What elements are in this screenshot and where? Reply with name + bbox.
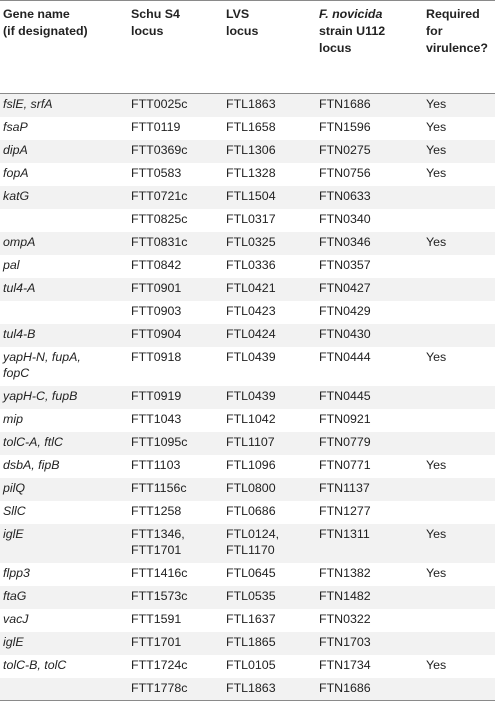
cell-novicida-locus bbox=[316, 432, 423, 455]
header-required-line1: Required bbox=[426, 7, 480, 21]
cell-schu-locus bbox=[128, 478, 223, 501]
cell-novicida-locus bbox=[316, 524, 423, 563]
cell-lvs-locus-text: FTL1306 bbox=[226, 142, 276, 157]
cell-lvs-locus-text: FTL0645 bbox=[226, 565, 276, 580]
cell-lvs-locus bbox=[223, 347, 316, 386]
cell-required-virulence-text: Yes bbox=[426, 234, 447, 249]
cell-gene-name-text: tolC-A, ftlC bbox=[3, 434, 63, 449]
table-row bbox=[0, 432, 495, 455]
cell-schu-locus bbox=[128, 609, 223, 632]
cell-lvs-locus bbox=[223, 586, 316, 609]
table-header bbox=[0, 1, 495, 94]
cell-lvs-locus bbox=[223, 278, 316, 301]
cell-gene-name-text: dipA bbox=[3, 142, 28, 157]
cell-schu-locus bbox=[128, 563, 223, 586]
cell-gene-name bbox=[0, 524, 128, 563]
cell-schu-locus-text: FTT1701 bbox=[131, 542, 182, 557]
table-row bbox=[0, 209, 495, 232]
cell-novicida-locus-text: FTN0921 bbox=[319, 411, 371, 426]
cell-gene-name-text: pilQ bbox=[3, 480, 26, 495]
cell-novicida-locus bbox=[316, 478, 423, 501]
table-row bbox=[0, 409, 495, 432]
header-schu-line2: locus bbox=[131, 24, 164, 38]
cell-novicida-locus bbox=[316, 324, 423, 347]
cell-schu-locus-text: FTT0918 bbox=[131, 349, 182, 364]
cell-gene-name bbox=[0, 255, 128, 278]
cell-lvs-locus bbox=[223, 409, 316, 432]
cell-lvs-locus bbox=[223, 324, 316, 347]
cell-novicida-locus-text: FTN0771 bbox=[319, 457, 371, 472]
cell-lvs-locus-text: FTL1863 bbox=[226, 680, 276, 695]
cell-novicida-locus bbox=[316, 501, 423, 524]
cell-lvs-locus bbox=[223, 232, 316, 255]
cell-schu-locus bbox=[128, 524, 223, 563]
cell-novicida-locus bbox=[316, 301, 423, 324]
cell-gene-name-text: iglE bbox=[3, 526, 24, 541]
cell-lvs-locus bbox=[223, 163, 316, 186]
cell-novicida-locus bbox=[316, 678, 423, 701]
table-row bbox=[0, 140, 495, 163]
cell-lvs-locus bbox=[223, 140, 316, 163]
cell-gene-name bbox=[0, 209, 128, 232]
header-novicida-line3: locus bbox=[319, 41, 352, 55]
table-row bbox=[0, 255, 495, 278]
cell-schu-locus-text: FTT0831c bbox=[131, 234, 188, 249]
cell-lvs-locus bbox=[223, 186, 316, 209]
cell-novicida-locus-text: FTN1137 bbox=[319, 480, 370, 495]
cell-gene-name-text: yapH-N, fupA, bbox=[3, 349, 81, 364]
cell-lvs-locus bbox=[223, 432, 316, 455]
cell-required-virulence bbox=[423, 524, 495, 563]
cell-required-virulence bbox=[423, 324, 495, 347]
table-row bbox=[0, 232, 495, 255]
cell-gene-name bbox=[0, 563, 128, 586]
cell-novicida-locus-text: FTN0430 bbox=[319, 326, 371, 341]
cell-required-virulence-text: Yes bbox=[426, 457, 447, 472]
cell-schu-locus-text: FTT0583 bbox=[131, 165, 182, 180]
table-body bbox=[0, 94, 495, 701]
cell-lvs-locus bbox=[223, 94, 316, 117]
cell-lvs-locus-text: FTL0317 bbox=[226, 211, 276, 226]
cell-schu-locus-text: FTT0825c bbox=[131, 211, 188, 226]
cell-gene-name bbox=[0, 386, 128, 409]
cell-gene-name-text: mip bbox=[3, 411, 23, 426]
cell-lvs-locus-text: FTL0800 bbox=[226, 480, 276, 495]
cell-gene-name-text: fsaP bbox=[3, 119, 28, 134]
table-row bbox=[0, 609, 495, 632]
cell-novicida-locus-text: FTN1703 bbox=[319, 634, 371, 649]
cell-schu-locus bbox=[128, 386, 223, 409]
cell-schu-locus-text: FTT1573c bbox=[131, 588, 188, 603]
header-gene-line2: (if designated) bbox=[3, 24, 88, 38]
cell-schu-locus-text: FTT0721c bbox=[131, 188, 188, 203]
cell-gene-name-text: tolC-B, tolC bbox=[3, 657, 67, 672]
cell-required-virulence bbox=[423, 94, 495, 117]
cell-schu-locus bbox=[128, 432, 223, 455]
cell-required-virulence bbox=[423, 478, 495, 501]
cell-required-virulence bbox=[423, 278, 495, 301]
cell-schu-locus-text: FTT0025c bbox=[131, 97, 188, 111]
cell-lvs-locus bbox=[223, 524, 316, 563]
cell-gene-name-text: ftaG bbox=[3, 588, 27, 603]
cell-schu-locus bbox=[128, 140, 223, 163]
cell-novicida-locus-text: FTN0275 bbox=[319, 142, 371, 157]
header-novicida-locus bbox=[316, 1, 423, 94]
cell-novicida-locus bbox=[316, 455, 423, 478]
cell-required-virulence bbox=[423, 386, 495, 409]
cell-required-virulence-text: Yes bbox=[426, 97, 447, 111]
cell-novicida-locus-text: FTN0429 bbox=[319, 303, 371, 318]
cell-novicida-locus-text: FTN1686 bbox=[319, 680, 371, 695]
cell-lvs-locus-text: FTL1504 bbox=[226, 188, 276, 203]
cell-schu-locus-text: FTT1724c bbox=[131, 657, 188, 672]
cell-novicida-locus bbox=[316, 563, 423, 586]
cell-schu-locus-text: FTT1778c bbox=[131, 680, 188, 695]
cell-novicida-locus bbox=[316, 347, 423, 386]
cell-novicida-locus bbox=[316, 609, 423, 632]
cell-lvs-locus bbox=[223, 655, 316, 678]
cell-schu-locus bbox=[128, 278, 223, 301]
cell-gene-name-text: yapH-C, fupB bbox=[3, 388, 78, 403]
cell-lvs-locus bbox=[223, 386, 316, 409]
cell-lvs-locus-text: FTL1658 bbox=[226, 119, 276, 134]
cell-schu-locus bbox=[128, 586, 223, 609]
cell-gene-name bbox=[0, 324, 128, 347]
cell-schu-locus-text: FTT1103 bbox=[131, 457, 181, 472]
cell-lvs-locus-text: FTL0424 bbox=[226, 326, 276, 341]
cell-novicida-locus-text: FTN1596 bbox=[319, 119, 371, 134]
header-lvs-line1: LVS bbox=[226, 7, 250, 21]
cell-lvs-locus-text: FTL0421 bbox=[226, 280, 276, 295]
cell-required-virulence-text: Yes bbox=[426, 657, 447, 672]
cell-schu-locus-text: FTT1346, bbox=[131, 526, 185, 541]
cell-schu-locus-text: FTT1095c bbox=[131, 434, 188, 449]
table-row bbox=[0, 655, 495, 678]
table-row bbox=[0, 478, 495, 501]
cell-novicida-locus-text: FTN0340 bbox=[319, 211, 371, 226]
cell-novicida-locus-text: FTN0427 bbox=[319, 280, 371, 295]
cell-novicida-locus-text: FTN1311 bbox=[319, 526, 370, 541]
cell-required-virulence bbox=[423, 455, 495, 478]
cell-lvs-locus bbox=[223, 209, 316, 232]
cell-schu-locus-text: FTT0904 bbox=[131, 326, 182, 341]
cell-lvs-locus-text: FTL1096 bbox=[226, 457, 276, 472]
header-novicida-line2: strain U112 bbox=[319, 24, 386, 38]
cell-lvs-locus-text: FTL1863 bbox=[226, 97, 276, 111]
cell-lvs-locus-text: FTL0535 bbox=[226, 588, 276, 603]
cell-gene-name bbox=[0, 632, 128, 655]
cell-lvs-locus-text: FTL1865 bbox=[226, 634, 276, 649]
header-gene-line1: Gene name bbox=[3, 7, 70, 21]
cell-novicida-locus-text: FTN0445 bbox=[319, 388, 371, 403]
cell-required-virulence bbox=[423, 432, 495, 455]
header-gene-name bbox=[0, 1, 128, 94]
cell-lvs-locus bbox=[223, 301, 316, 324]
cell-gene-name-text: ompA bbox=[3, 234, 36, 249]
cell-required-virulence-text: Yes bbox=[426, 142, 447, 157]
cell-schu-locus-text: FTT0903 bbox=[131, 303, 182, 318]
cell-novicida-locus bbox=[316, 655, 423, 678]
cell-gene-name bbox=[0, 478, 128, 501]
cell-lvs-locus-text: FTL1637 bbox=[226, 611, 276, 626]
cell-schu-locus-text: FTT0119 bbox=[131, 119, 181, 134]
table-row bbox=[0, 186, 495, 209]
cell-novicida-locus bbox=[316, 409, 423, 432]
header-row bbox=[0, 1, 495, 94]
table-row bbox=[0, 586, 495, 609]
header-required-line3: virulence? bbox=[426, 41, 488, 55]
table-row bbox=[0, 324, 495, 347]
cell-required-virulence-text: Yes bbox=[426, 565, 447, 580]
cell-schu-locus-text: FTT0901 bbox=[131, 280, 182, 295]
cell-lvs-locus-text: FTL0686 bbox=[226, 503, 276, 518]
cell-lvs-locus-text: FTL1107 bbox=[226, 434, 275, 449]
cell-schu-locus bbox=[128, 186, 223, 209]
cell-schu-locus-text: FTT1156c bbox=[131, 480, 187, 495]
cell-gene-name-text: flpp3 bbox=[3, 565, 30, 580]
header-schu-line1: Schu S4 bbox=[131, 7, 180, 21]
cell-gene-name bbox=[0, 586, 128, 609]
cell-novicida-locus bbox=[316, 586, 423, 609]
cell-gene-name bbox=[0, 232, 128, 255]
cell-novicida-locus-text: FTN1277 bbox=[319, 503, 371, 518]
cell-schu-locus-text: FTT1258 bbox=[131, 503, 182, 518]
cell-lvs-locus bbox=[223, 478, 316, 501]
cell-novicida-locus-text: FTN1482 bbox=[319, 588, 371, 603]
cell-lvs-locus-text: FTL0325 bbox=[226, 234, 276, 249]
header-novicida-species: F. novicida bbox=[319, 7, 383, 21]
cell-novicida-locus-text: FTN0633 bbox=[319, 188, 371, 203]
cell-required-virulence bbox=[423, 632, 495, 655]
cell-schu-locus-text: FTT0369c bbox=[131, 142, 188, 157]
cell-novicida-locus-text: FTN0756 bbox=[319, 165, 371, 180]
cell-lvs-locus bbox=[223, 455, 316, 478]
cell-lvs-locus-text: FTL0105 bbox=[226, 657, 276, 672]
cell-required-virulence bbox=[423, 117, 495, 140]
cell-novicida-locus bbox=[316, 140, 423, 163]
cell-novicida-locus bbox=[316, 163, 423, 186]
cell-novicida-locus-text: FTN0322 bbox=[319, 611, 371, 626]
cell-required-virulence bbox=[423, 347, 495, 386]
cell-novicida-locus bbox=[316, 94, 423, 117]
cell-required-virulence bbox=[423, 301, 495, 324]
cell-schu-locus bbox=[128, 347, 223, 386]
header-schu-locus bbox=[128, 1, 223, 94]
table-row bbox=[0, 678, 495, 701]
cell-novicida-locus-text: FTN0779 bbox=[319, 434, 371, 449]
header-lvs-line2: locus bbox=[226, 24, 259, 38]
cell-gene-name-text: tul4-B bbox=[3, 326, 36, 341]
cell-gene-name-text: pal bbox=[3, 257, 20, 272]
cell-required-virulence-text: Yes bbox=[426, 526, 447, 541]
cell-schu-locus bbox=[128, 94, 223, 117]
cell-required-virulence bbox=[423, 255, 495, 278]
cell-gene-name-text: dsbA, fipB bbox=[3, 457, 60, 472]
cell-lvs-locus-text: FTL0439 bbox=[226, 388, 276, 403]
cell-gene-name bbox=[0, 186, 128, 209]
cell-gene-name bbox=[0, 347, 128, 386]
cell-required-virulence bbox=[423, 163, 495, 186]
table-row bbox=[0, 117, 495, 140]
cell-novicida-locus-text: FTN0346 bbox=[319, 234, 371, 249]
cell-gene-name bbox=[0, 409, 128, 432]
cell-novicida-locus-text: FTN1734 bbox=[319, 657, 371, 672]
cell-required-virulence-text: Yes bbox=[426, 119, 447, 134]
table-row bbox=[0, 632, 495, 655]
cell-novicida-locus bbox=[316, 278, 423, 301]
cell-required-virulence bbox=[423, 586, 495, 609]
cell-lvs-locus-text: FTL1042 bbox=[226, 411, 276, 426]
cell-gene-name-text: tul4-A bbox=[3, 280, 36, 295]
cell-gene-name-text: katG bbox=[3, 188, 30, 203]
cell-gene-name bbox=[0, 301, 128, 324]
cell-required-virulence bbox=[423, 140, 495, 163]
cell-lvs-locus-text: FTL1328 bbox=[226, 165, 276, 180]
cell-required-virulence bbox=[423, 563, 495, 586]
cell-required-virulence bbox=[423, 609, 495, 632]
cell-schu-locus bbox=[128, 301, 223, 324]
table-row bbox=[0, 501, 495, 524]
header-required-virulence bbox=[423, 1, 495, 94]
cell-lvs-locus bbox=[223, 678, 316, 701]
cell-lvs-locus bbox=[223, 117, 316, 140]
cell-schu-locus bbox=[128, 255, 223, 278]
cell-schu-locus-text: FTT0919 bbox=[131, 388, 182, 403]
header-lvs-locus bbox=[223, 1, 316, 94]
table-row bbox=[0, 301, 495, 324]
cell-lvs-locus-text: FTL0124, bbox=[226, 526, 280, 541]
cell-schu-locus bbox=[128, 632, 223, 655]
cell-lvs-locus-text: FTL0439 bbox=[226, 349, 276, 364]
cell-schu-locus bbox=[128, 655, 223, 678]
cell-lvs-locus-text: FTL0423 bbox=[226, 303, 276, 318]
cell-schu-locus bbox=[128, 324, 223, 347]
cell-required-virulence bbox=[423, 678, 495, 701]
cell-required-virulence bbox=[423, 209, 495, 232]
cell-gene-name-text: fslE, srfA bbox=[3, 97, 53, 111]
cell-required-virulence bbox=[423, 232, 495, 255]
cell-schu-locus-text: FTT1591 bbox=[131, 611, 182, 626]
cell-gene-name-text: fopA bbox=[3, 165, 29, 180]
cell-gene-name bbox=[0, 655, 128, 678]
cell-novicida-locus bbox=[316, 255, 423, 278]
cell-schu-locus-text: FTT1701 bbox=[131, 634, 182, 649]
cell-novicida-locus bbox=[316, 232, 423, 255]
cell-required-virulence bbox=[423, 501, 495, 524]
cell-lvs-locus-text: FTL0336 bbox=[226, 257, 276, 272]
cell-novicida-locus bbox=[316, 632, 423, 655]
cell-gene-name bbox=[0, 455, 128, 478]
cell-gene-name bbox=[0, 278, 128, 301]
cell-schu-locus bbox=[128, 678, 223, 701]
cell-novicida-locus-text: FTN0357 bbox=[319, 257, 371, 272]
cell-lvs-locus bbox=[223, 255, 316, 278]
cell-lvs-locus bbox=[223, 609, 316, 632]
table-row bbox=[0, 94, 495, 117]
cell-schu-locus-text: FTT0842 bbox=[131, 257, 182, 272]
cell-gene-name bbox=[0, 117, 128, 140]
cell-gene-name bbox=[0, 678, 128, 701]
cell-gene-name bbox=[0, 94, 128, 117]
cell-schu-locus bbox=[128, 501, 223, 524]
cell-gene-name bbox=[0, 140, 128, 163]
cell-gene-name-text: iglE bbox=[3, 634, 24, 649]
table-row bbox=[0, 524, 495, 563]
cell-gene-name bbox=[0, 501, 128, 524]
table-row bbox=[0, 278, 495, 301]
cell-schu-locus bbox=[128, 163, 223, 186]
cell-gene-name bbox=[0, 609, 128, 632]
cell-novicida-locus bbox=[316, 186, 423, 209]
cell-gene-name-text: fopC bbox=[3, 365, 30, 380]
cell-gene-name-text: SllC bbox=[3, 503, 26, 518]
cell-required-virulence bbox=[423, 409, 495, 432]
cell-lvs-locus bbox=[223, 632, 316, 655]
cell-schu-locus bbox=[128, 232, 223, 255]
table-row bbox=[0, 386, 495, 409]
cell-required-virulence bbox=[423, 655, 495, 678]
cell-gene-name bbox=[0, 163, 128, 186]
cell-gene-name-text: vacJ bbox=[3, 611, 29, 626]
cell-required-virulence-text: Yes bbox=[426, 349, 447, 364]
cell-novicida-locus-text: FTN1686 bbox=[319, 97, 371, 111]
cell-schu-locus bbox=[128, 209, 223, 232]
cell-lvs-locus bbox=[223, 501, 316, 524]
table-row bbox=[0, 163, 495, 186]
cell-required-virulence bbox=[423, 186, 495, 209]
cell-novicida-locus bbox=[316, 386, 423, 409]
cell-schu-locus bbox=[128, 117, 223, 140]
cell-gene-name bbox=[0, 432, 128, 455]
cell-schu-locus-text: FTT1416c bbox=[131, 565, 188, 580]
cell-schu-locus-text: FTT1043 bbox=[131, 411, 182, 426]
cell-lvs-locus bbox=[223, 563, 316, 586]
table-row bbox=[0, 563, 495, 586]
cell-novicida-locus-text: FTN0444 bbox=[319, 349, 371, 364]
cell-required-virulence-text: Yes bbox=[426, 165, 447, 180]
cell-novicida-locus bbox=[316, 117, 423, 140]
cell-schu-locus bbox=[128, 455, 223, 478]
table-row bbox=[0, 455, 495, 478]
cell-novicida-locus-text: FTN1382 bbox=[319, 565, 371, 580]
cell-schu-locus bbox=[128, 409, 223, 432]
header-required-line2: for bbox=[426, 24, 443, 38]
cell-lvs-locus-text: FTL1170 bbox=[226, 542, 275, 557]
table-row bbox=[0, 347, 495, 386]
cell-novicida-locus bbox=[316, 209, 423, 232]
